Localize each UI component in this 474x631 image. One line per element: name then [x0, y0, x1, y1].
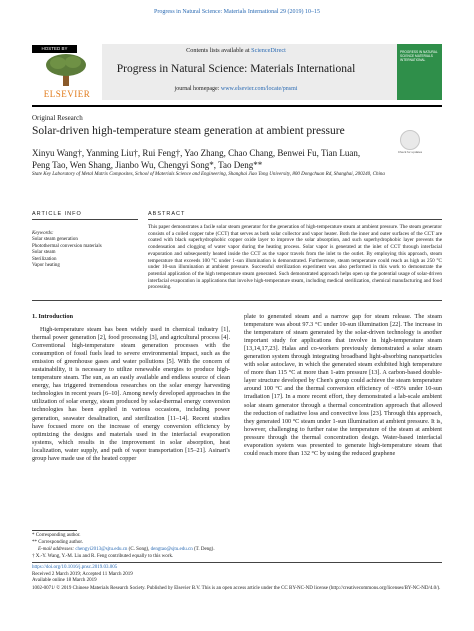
keyword-item: Solar steam [32, 250, 56, 255]
journal-citation-link[interactable]: Progress in Natural Science: Materials International 29 (2019) 10–15 [154, 9, 320, 15]
footnote-bottom-rule [32, 562, 442, 563]
keyword-item: Solar steam generation [32, 237, 78, 242]
doi-link[interactable]: https://doi.org/10.1016/j.pnsc.2019.03.005 [32, 565, 118, 570]
article-info-heading: ARTICLE INFO [32, 211, 82, 217]
email-name-song: (C. Song), [127, 547, 151, 552]
intro-paragraph-left: High-temperature steam has been widely used in chemical industry [1], thermal power generation [2], food processing [3], and agricultural process [4]. Conventional high-temperature steam generation processes with the consumption of fossil fuels lead to severe environmental impact, such as the emission of greenhouse gases and water pollutions [5]. With the concern of sustainability, it is necessary to utilize renewable energies to produce high-temperature steam. The sun, as an easily available and endless source of clean energy, has triggered tremendous researches on the solar energy harvesting technologies in recent years [6–10]. Among newly developed approaches in the utilization of solar energy, steam produced by solar-thermal energy conversion technologies has been applied in various occasions, including power generation, seawater desalination, and sterilization [11–14]. Recent studies have focused more on the increase of energy conversion efficiency by optimizing the designs and materials used in the interfacial evaporation systems, which results in the improvement in solar absorption, heat localization, water supply, and path of vapor transportation [15–21]. Asinari's group have made use of the heated copper [32, 326, 230, 462]
abstract-text: This paper demonstrates a facile solar steam generator for the generation of high-temperature steam at ambient pressure. The steam generator consists of a coiled copper tube (CCT) that serves as both solar collector and vapor heater. Both the inner and outer surfaces of the CCT are coated with black superhydrophobic copper oxide layer to improve the solar absorption, and such superhydrophobic layer prevents the condensation and clogging of water vapor during the heating process. Solar vapor is generated at the inlet of CCT through interfacial evaporation and subsequently heated inside the CCT as the vapor travels from the inlet to the outlet. By employing this approach, steam temperature that exceeds 100 °C under 1-sun illumination is demonstrated. Furthermore, steam temperature could reach as high as 250 °C under 10-sun illumination at ambient pressure. Successful sterilization experiment was also performed in this work to demonstrate the potential application of the high temperature steam generated. Such demonstrated approach helps open up the potential usage of solar-driven interfacial evaporation in applications that involve high-temperature steam, including medical sterilization, chemical manufacturing and food processing. [148, 224, 442, 291]
masthead-rule [32, 105, 442, 107]
email-addresses [38, 547, 215, 553]
footnote-rule [32, 530, 77, 531]
article-title: Solar-driven high-temperature steam generation at ambient pressure [32, 125, 345, 137]
elsevier-wordmark: ELSEVIER [43, 89, 91, 99]
introduction-heading: 1. Introduction [32, 313, 74, 320]
article-info-rule [32, 219, 138, 220]
email-name-deng: (T. Deng). [192, 547, 215, 552]
author-list: Xinyu Wang†, Yanming Liu†, Rui Feng†, Yao Zhang, Chao Chang, Benwei Fu, Tian Luan, Peng Tao, Wen Shang, Jianbo Wu, Chengyi Song*, Tao Deng** [32, 148, 361, 170]
available-online-date: Available online 18 March 2019 [32, 578, 97, 583]
article-type: Original Research [32, 114, 83, 122]
equal-contribution-note: † X.-Y. Wang, Y.-M. Liu and R. Feng contributed equally to this work. [32, 554, 174, 559]
abstract-bottom-rule [32, 300, 442, 301]
homepage-link[interactable]: www.elsevier.com/locate/pnsmi [220, 86, 298, 92]
homepage-prefix: journal homepage: [174, 86, 221, 92]
keyword-item: Sterilization [32, 256, 57, 262]
crossmark-label: Check for updates [397, 150, 423, 154]
crossmark-icon[interactable] [400, 130, 420, 150]
contents-prefix: Contents lists available at [186, 47, 252, 54]
keyword-item: Vapor heating [32, 263, 60, 268]
email-prefix: E-mail addresses: [38, 547, 76, 552]
keywords-label: Keywords: [32, 231, 54, 236]
elsevier-tree-icon [42, 52, 90, 86]
journal-cover-title: PROGRESS IN NATURAL SCIENCE MATERIALS INTERNATIONAL [400, 50, 438, 62]
journal-homepage-line [104, 86, 368, 92]
license-statement: 1002-0071/ © 2019 Chinese Materials Research Society. Published by Elsevier B.V. This is an open access article under the CC BY-NC-ND license (http://creativecommons.org/licenses/BY-NC-ND/4.0/). [32, 586, 441, 591]
email-link-song[interactable]: chengyi2013@sjtu.edu.cn [75, 547, 128, 552]
abstract-rule [148, 219, 442, 220]
contents-line [104, 47, 368, 54]
author-affiliation: State Key Laboratory of Metal Matrix Composites, School of Materials Science and Engineering, Shanghai Jiao Tong University, 800 Dongchuan Rd, Shanghai, 200240, China [32, 172, 385, 177]
abstract-heading: ABSTRACT [148, 211, 186, 217]
intro-paragraph-right: plate to generated steam and a narrow gap for steam release. The steam temperature was about 97.3 °C under 10-sun illumination [22]. The increase in the temperature of steam generated by the solar-driven technology is another important study for applications that involve in high-temperature steam [13,14,17,23]. Halas and co-workers previously demonstrated a solar steam generation system through integrating broadband light-absorbing nanoparticles with solar autoclave, in which the generated steam exhibited high temperature of more than 115 °C at more than 1-atm pressure [13]. A carbon-based double-layer structure developed by Chen's group could achieve the steam temperature around 100 °C and the thermal conversion efficiency of ~85% under 10-sun irradiation [17]. In a more recent effort, they demonstrated a lab-scale ambient solar steam generator through a thermal concentration approach that allowed the reduction of radiative loss and convective loss [23]. Through this approach, they generated 100 °C steam under 1-sun illumination at ambient pressure. It is, however, challenging to further raise the temperature of the steam at ambient pressure through the thermal concentration design. Water-based interfacial evaporation system was presented to generate high-temperature steam that could reach more than 132 °C by using the reduced graphene [244, 313, 442, 457]
sciencedirect-link[interactable]: ScienceDirect [251, 47, 286, 54]
corresponding-author-2: ** Corresponding author. [32, 540, 83, 545]
keyword-item: Photothermal conversion materials [32, 243, 102, 249]
journal-title: Progress in Natural Science: Materials International [116, 63, 356, 75]
received-accepted-dates: Received 2 March 2019; Accepted 11 March 2019 [32, 571, 133, 577]
email-link-deng[interactable]: dengtao@sjtu.edu.cn [150, 547, 193, 552]
hosted-by-label: HOSTED BY [32, 45, 77, 53]
corresponding-author-1: * Corresponding author. [32, 533, 81, 538]
